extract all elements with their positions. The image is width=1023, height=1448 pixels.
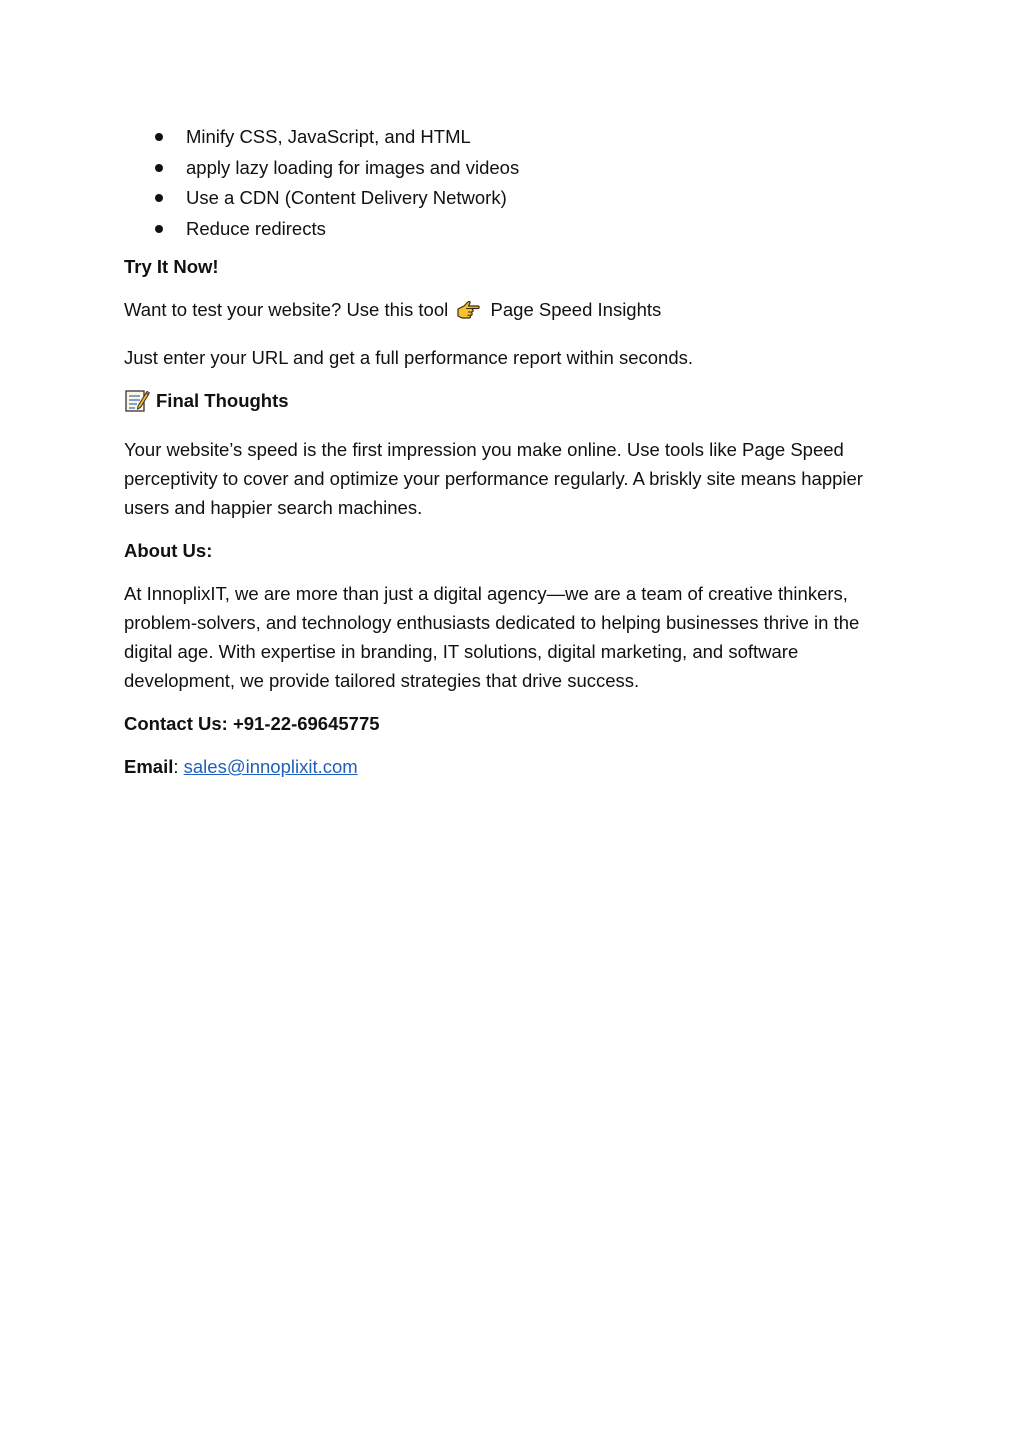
try-it-followup: Just enter your URL and get a full performance report within seconds.	[124, 347, 693, 368]
page-speed-insights-link[interactable]: Page Speed Insights	[490, 299, 662, 320]
final-thoughts-paragraph: Your website’s speed is the first impression you make online. Use tools like Page Speed perceptivity to cover and optimize your performance regularly. A briskly site means happier users and happier search machines.	[124, 439, 863, 518]
tips-list	[124, 122, 894, 244]
bullet-icon	[155, 194, 163, 202]
about-us-heading: About Us:	[124, 540, 213, 561]
try-it-text: Want to test your website? Use this tool	[124, 299, 449, 320]
email-label: Email	[124, 756, 174, 777]
final-thoughts-heading	[124, 386, 894, 421]
list-item	[124, 214, 894, 245]
contact-us-line: Contact Us: +91-22-69645775	[124, 713, 380, 734]
email-line	[124, 752, 894, 781]
list-item-text: apply lazy loading for images and videos	[186, 156, 520, 178]
email-separator: :	[173, 756, 179, 777]
bullet-icon	[155, 164, 163, 172]
memo-icon	[124, 389, 150, 421]
list-item-text: Reduce redirects	[186, 217, 326, 239]
list-item	[124, 122, 894, 153]
pointing-hand-icon	[455, 299, 481, 329]
try-it-paragraph	[124, 295, 894, 329]
list-item-text: Use a CDN (Content Delivery Network)	[186, 187, 507, 208]
about-us-paragraph: At InnoplixIT, we are more than just a digital agency—we are a team of creative thinkers, problem-solvers, and technology enthusiasts dedicated to helping businesses thrive in the digital age. With expertise in branding, IT solutions, digital marketing, and software development, we provide tailored strategies that drive success.	[124, 583, 860, 691]
list-item	[124, 153, 894, 184]
email-link[interactable]: sales@innoplixit.com	[183, 756, 358, 777]
bullet-icon	[155, 133, 163, 141]
try-it-heading: Try It Now!	[124, 256, 219, 277]
document-content	[124, 122, 894, 795]
list-item-text: Minify CSS, JavaScript, and HTML	[186, 126, 471, 147]
bullet-icon	[155, 225, 163, 233]
list-item	[124, 183, 894, 214]
final-thoughts-title: Final Thoughts	[156, 390, 289, 411]
